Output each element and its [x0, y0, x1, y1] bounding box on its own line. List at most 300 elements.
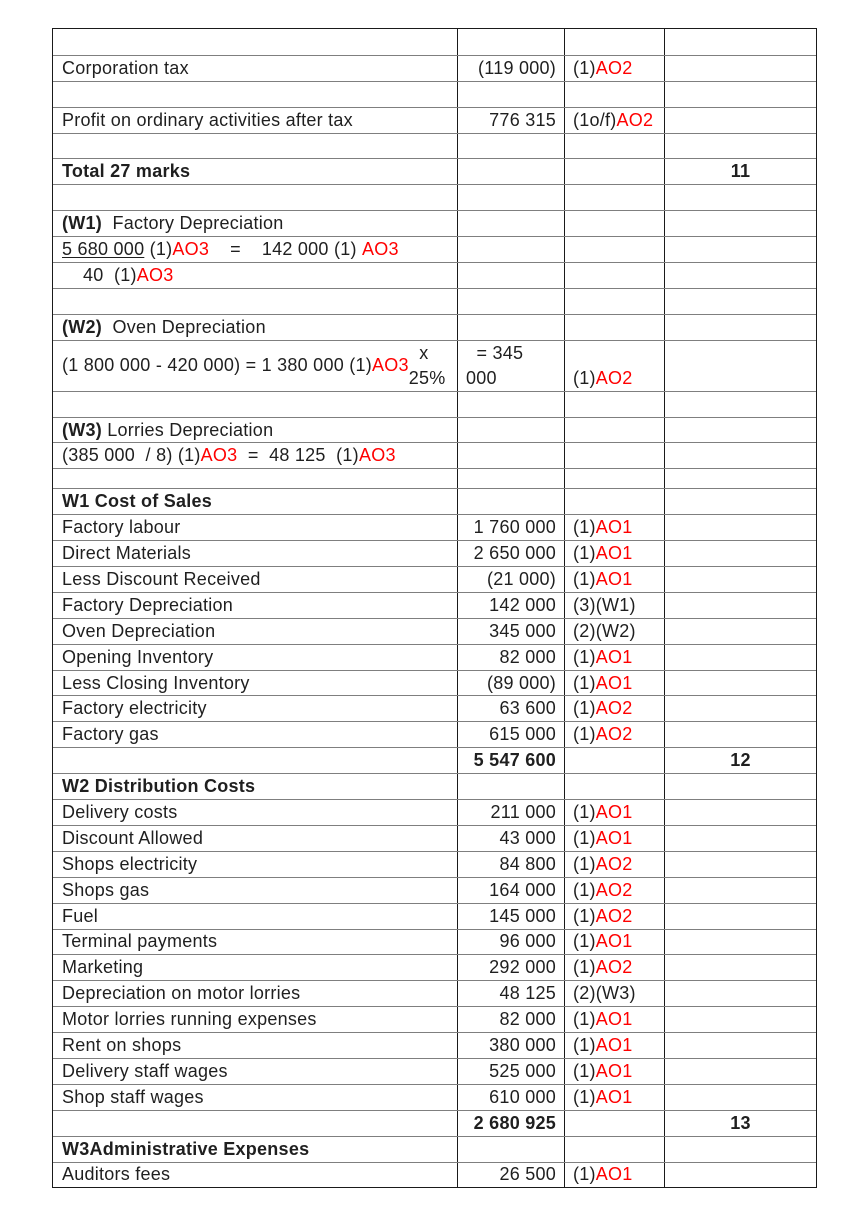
section-marks-cell: [664, 108, 816, 133]
assessment-objective: AO1: [595, 827, 633, 848]
section-marks-cell: [664, 619, 816, 644]
table-row: [53, 417, 816, 443]
label-cell: [53, 289, 457, 314]
mark-cell: [564, 469, 664, 488]
assessment-objective: AO1: [595, 672, 633, 693]
assessment-objective: AO1: [595, 802, 633, 822]
amount-cell: 96 000: [457, 930, 564, 955]
mark-cell: [564, 1085, 664, 1110]
amount-cell: [457, 443, 564, 468]
amount-cell: 84 800: [457, 852, 564, 877]
label-text: Delivery staff wages: [62, 1060, 228, 1081]
label-text: Factory Depreciation: [102, 213, 284, 234]
label-text: W3Administrative Expenses: [62, 1138, 310, 1159]
assessment-objective: AO1: [595, 1164, 633, 1185]
amount-cell: (21 000): [457, 567, 564, 592]
assessment-objective: AO1: [595, 1009, 633, 1030]
mark-ref: (1o/f): [573, 109, 617, 130]
amount-cell: [457, 134, 564, 159]
section-heading-row: [53, 158, 816, 184]
mark-cell: [564, 930, 664, 955]
spacer-row: [53, 133, 816, 159]
assessment-objective: AO2: [595, 853, 633, 874]
label-cell: [53, 800, 457, 825]
label-text: (385 000 / 8) (1): [62, 445, 201, 466]
section-marks-cell: [664, 904, 816, 929]
assessment-objective: AO2: [595, 905, 633, 926]
table-row: [53, 1058, 816, 1084]
mark-cell: [564, 392, 664, 417]
table-row: [53, 954, 816, 980]
assessment-objective: AO3: [358, 445, 396, 466]
mark-cell: [564, 418, 664, 443]
assessment-objective: AO1: [595, 1035, 633, 1056]
mark-cell: [564, 489, 664, 514]
section-marks-cell: [664, 541, 816, 566]
table-row: [53, 540, 816, 566]
section-heading-row: [53, 1136, 816, 1162]
assessment-objective: AO2: [595, 957, 633, 978]
mark-cell: [564, 800, 664, 825]
label-text: Total 27 marks: [62, 161, 191, 182]
mark-cell: [564, 185, 664, 210]
amount-cell: 615 000: [457, 722, 564, 747]
mark-cell: [564, 515, 664, 540]
spacer-row: [53, 81, 816, 107]
section-marks-cell: [664, 955, 816, 980]
label-cell: [53, 567, 457, 592]
section-marks-cell: [664, 289, 816, 314]
label-cell: [53, 185, 457, 210]
amount-cell: (119 000): [457, 56, 564, 81]
section-marks-cell: [664, 515, 816, 540]
label-text: Factory gas: [62, 724, 159, 745]
mark-cell: [564, 315, 664, 340]
label-text: Marketing: [62, 957, 144, 978]
label-text: (1 800 000 - 420 000) = 1 380 000 (1): [62, 355, 372, 376]
mark-cell: [564, 341, 664, 391]
subtotal-row: [53, 1110, 816, 1136]
mark-cell: [564, 56, 664, 81]
mark-scheme-table: [52, 28, 817, 1188]
section-marks-cell: [664, 567, 816, 592]
label-cell: [53, 1137, 457, 1162]
mark-ref: (1): [573, 646, 596, 667]
amount-cell: 2 650 000: [457, 541, 564, 566]
label-cell: [53, 878, 457, 903]
mark-cell: [564, 1007, 664, 1032]
label-cell: [53, 1007, 457, 1032]
mark-ref: (1): [573, 879, 596, 900]
label-text: Delivery costs: [62, 802, 178, 822]
table-row: [53, 107, 816, 133]
assessment-objective: AO3: [172, 239, 210, 260]
section-marks-cell: [664, 826, 816, 851]
mark-ref: (1): [573, 802, 596, 822]
section-marks-cell: [664, 1033, 816, 1058]
mark-cell: [564, 696, 664, 721]
mark-cell: [564, 1111, 664, 1136]
amount-cell: 610 000: [457, 1085, 564, 1110]
amount-cell: [457, 237, 564, 262]
label-cell: [53, 645, 457, 670]
section-marks-cell: [664, 1137, 816, 1162]
table-row: [53, 929, 816, 955]
mark-cell: [564, 748, 664, 773]
mark-cell: [564, 289, 664, 314]
spacer-row: [53, 29, 816, 55]
amount-cell: 82 000: [457, 645, 564, 670]
spacer-row: [53, 184, 816, 210]
mark-ref: (1): [573, 543, 596, 564]
label-cell: [53, 1059, 457, 1084]
mark-ref: (1): [573, 931, 596, 952]
mark-ref: (1): [573, 517, 596, 538]
mark-ref: (1): [573, 1086, 596, 1107]
label-cell: [53, 56, 457, 81]
amount-cell: [457, 289, 564, 314]
mark-cell: [564, 443, 664, 468]
label-text: Lorries Depreciation: [102, 419, 274, 440]
section-marks-cell: [664, 315, 816, 340]
label-text: Less Closing Inventory: [62, 672, 250, 693]
table-row: [53, 877, 816, 903]
label-cell: [53, 489, 457, 514]
section-heading-row: [53, 773, 816, 799]
mark-cell: [564, 82, 664, 107]
mark-ref: (1): [573, 57, 596, 78]
spacer-row: [53, 391, 816, 417]
assessment-objective: AO3: [361, 239, 399, 260]
mark-cell: [564, 159, 664, 184]
table-row: [53, 851, 816, 877]
section-marks-cell: [664, 29, 816, 55]
mark-cell: [564, 1163, 664, 1188]
mark-ref: (1): [573, 1009, 596, 1030]
assessment-objective: AO1: [595, 568, 633, 589]
label-cell: [53, 904, 457, 929]
mark-ref: (1): [573, 853, 596, 874]
table-row: [53, 210, 816, 236]
label-cell: [53, 315, 457, 340]
label-text: Factory Depreciation: [62, 594, 234, 615]
label-text: W2 Distribution Costs: [62, 776, 256, 797]
label-text: Motor lorries running expenses: [62, 1009, 317, 1030]
amount-cell: 48 125: [457, 981, 564, 1006]
label-cell: [53, 930, 457, 955]
section-marks-cell: 13: [664, 1111, 816, 1136]
table-row: [53, 566, 816, 592]
mark-cell: [564, 1059, 664, 1084]
label-text: Terminal payments: [62, 931, 218, 952]
label-text: 5 680 000: [62, 239, 145, 260]
assessment-objective: AO1: [595, 543, 633, 564]
table-row: [53, 592, 816, 618]
table-row: [53, 236, 816, 262]
label-text: Shops gas: [62, 879, 150, 900]
section-marks-cell: [664, 696, 816, 721]
mark-cell: [564, 826, 664, 851]
mark-ref: (3)(W1): [573, 594, 636, 615]
section-marks-cell: [664, 185, 816, 210]
mark-cell: [564, 237, 664, 262]
amount-cell: 525 000: [457, 1059, 564, 1084]
mark-ref: (1): [573, 957, 596, 978]
section-heading-row: [53, 488, 816, 514]
mark-ref: (1): [573, 827, 596, 848]
label-cell: [53, 1085, 457, 1110]
table-row: [53, 618, 816, 644]
amount-cell: 145 000: [457, 904, 564, 929]
mark-ref: (1): [573, 905, 596, 926]
section-marks-cell: [664, 1007, 816, 1032]
amount-cell: [457, 159, 564, 184]
section-marks-cell: [664, 341, 816, 391]
section-marks-cell: [664, 211, 816, 236]
label-text: (1): [144, 239, 173, 260]
table-row: [53, 980, 816, 1006]
section-marks-cell: [664, 593, 816, 618]
label-text: W1 Cost of Sales: [62, 491, 213, 512]
section-marks-cell: [664, 134, 816, 159]
section-marks-cell: [664, 82, 816, 107]
label-cell: [53, 211, 457, 236]
mark-cell: [564, 671, 664, 696]
amount-cell: [457, 315, 564, 340]
amount-cell: [457, 774, 564, 799]
amount-cell: [457, 263, 564, 288]
amount-cell: 63 600: [457, 696, 564, 721]
mark-ref: (1): [573, 1164, 596, 1185]
mark-ref: (1): [573, 724, 596, 745]
label-cell: [53, 619, 457, 644]
table-row: [53, 340, 816, 391]
mark-cell: [564, 567, 664, 592]
amount-cell: 5 547 600: [457, 748, 564, 773]
table-row: [53, 262, 816, 288]
section-marks-cell: [664, 489, 816, 514]
spacer-row: [53, 468, 816, 488]
label-cell: [53, 1033, 457, 1058]
mark-ref: (1): [573, 1060, 596, 1081]
assessment-objective: AO1: [595, 646, 633, 667]
table-row: [53, 903, 816, 929]
label-text: (W3): [62, 419, 102, 440]
mark-ref: (1): [573, 672, 596, 693]
label-cell: [53, 159, 457, 184]
label-text: Rent on shops: [62, 1035, 182, 1056]
label-text: (W2): [62, 316, 102, 337]
mark-cell: [564, 852, 664, 877]
section-marks-cell: [664, 469, 816, 488]
mark-cell: [564, 904, 664, 929]
label-cell: [53, 1111, 457, 1136]
assessment-objective: AO2: [595, 698, 633, 719]
label-text: Less Discount Received: [62, 568, 261, 589]
amount-cell: [457, 211, 564, 236]
label-text: Auditors fees: [62, 1164, 171, 1185]
table-row: [53, 721, 816, 747]
label-cell: [53, 82, 457, 107]
label-cell: [53, 696, 457, 721]
mark-cell: [564, 981, 664, 1006]
section-marks-cell: [664, 722, 816, 747]
table-row: [53, 1006, 816, 1032]
label-cell: [53, 774, 457, 799]
mark-cell: [564, 263, 664, 288]
amount-cell: 26 500: [457, 1163, 564, 1188]
amount-cell: 82 000: [457, 1007, 564, 1032]
section-marks-cell: [664, 774, 816, 799]
mark-cell: [564, 593, 664, 618]
section-marks-cell: [664, 1059, 816, 1084]
table-row: [53, 314, 816, 340]
label-cell: [53, 671, 457, 696]
label-text: Opening Inventory: [62, 646, 214, 667]
assessment-objective: AO1: [595, 1086, 633, 1107]
assessment-objective: AO3: [200, 445, 238, 466]
amount-cell: 380 000: [457, 1033, 564, 1058]
section-marks-cell: [664, 263, 816, 288]
table-row: [53, 1084, 816, 1110]
label-text: Corporation tax: [62, 57, 189, 78]
spacer-row: [53, 288, 816, 314]
label-text: Fuel: [62, 905, 99, 926]
assessment-objective: AO1: [595, 1060, 633, 1081]
label-text: Factory electricity: [62, 698, 207, 719]
label-cell: [53, 1163, 457, 1188]
amount-cell: 292 000: [457, 955, 564, 980]
mark-cell: [564, 1137, 664, 1162]
label-cell: [53, 418, 457, 443]
table-row: [53, 1162, 816, 1188]
section-marks-cell: [664, 800, 816, 825]
section-marks-cell: 12: [664, 748, 816, 773]
table-row: [53, 644, 816, 670]
label-cell: [53, 722, 457, 747]
label-text: 40 (1): [62, 264, 137, 285]
section-marks-cell: [664, 392, 816, 417]
assessment-objective: AO1: [595, 931, 633, 952]
mark-cell: [564, 541, 664, 566]
label-text: Shop staff wages: [62, 1086, 204, 1107]
label-cell: [53, 593, 457, 618]
amount-cell: 164 000: [457, 878, 564, 903]
section-marks-cell: [664, 1085, 816, 1110]
label-text: = 48 125 (1): [237, 445, 359, 466]
mark-cell: [564, 1033, 664, 1058]
amount-cell: 1 760 000: [457, 515, 564, 540]
assessment-objective: AO2: [595, 367, 633, 388]
table-row: [53, 825, 816, 851]
label-cell: [53, 108, 457, 133]
mark-ref: (2)(W2): [573, 620, 636, 641]
section-marks-cell: [664, 671, 816, 696]
label-cell: [53, 237, 457, 262]
amount-cell: [457, 185, 564, 210]
assessment-objective: AO3: [371, 355, 409, 376]
mark-ref: (1): [573, 367, 596, 388]
label-text: Direct Materials: [62, 543, 192, 564]
label-text: x 25%: [408, 342, 446, 388]
label-text: Oven Depreciation: [62, 620, 216, 641]
mark-ref: (1): [573, 568, 596, 589]
label-cell: [53, 134, 457, 159]
label-text: Oven Depreciation: [102, 316, 266, 337]
section-marks-cell: [664, 1163, 816, 1188]
label-text: Profit on ordinary activities after tax: [62, 109, 353, 130]
amount-cell: 43 000: [457, 826, 564, 851]
table-row: [53, 1032, 816, 1058]
label-cell: [53, 392, 457, 417]
mark-cell: [564, 878, 664, 903]
section-marks-cell: [664, 981, 816, 1006]
label-cell: [53, 263, 457, 288]
label-cell: [53, 826, 457, 851]
amount-cell: [457, 469, 564, 488]
table-row: [53, 799, 816, 825]
table-row: [53, 670, 816, 696]
section-marks-cell: 11: [664, 159, 816, 184]
mark-cell: [564, 619, 664, 644]
label-text: Depreciation on motor lorries: [62, 983, 301, 1004]
section-marks-cell: [664, 645, 816, 670]
amount-cell: [457, 489, 564, 514]
label-cell: [53, 29, 457, 55]
label-text: Shops electricity: [62, 853, 198, 874]
section-marks-cell: [664, 930, 816, 955]
mark-cell: [564, 134, 664, 159]
label-cell: [53, 748, 457, 773]
amount-cell: [457, 1137, 564, 1162]
mark-ref: (2)(W3): [573, 983, 636, 1004]
label-text: (W1): [62, 213, 102, 234]
label-text: = 142 000 (1): [209, 239, 362, 260]
mark-cell: [564, 722, 664, 747]
section-marks-cell: [664, 237, 816, 262]
label-cell: [53, 981, 457, 1006]
assessment-objective: AO2: [595, 57, 633, 78]
mark-cell: [564, 645, 664, 670]
amount-cell: 142 000: [457, 593, 564, 618]
amount-cell: = 345 000: [457, 341, 564, 391]
label-cell: [53, 955, 457, 980]
section-marks-cell: [664, 852, 816, 877]
assessment-objective: AO1: [595, 517, 633, 538]
table-row: [53, 55, 816, 81]
table-row: [53, 514, 816, 540]
amount-cell: [457, 418, 564, 443]
label-text: Factory labour: [62, 517, 181, 538]
label-cell: [53, 469, 457, 488]
amount-cell: 2 680 925: [457, 1111, 564, 1136]
assessment-objective: AO2: [616, 109, 654, 130]
section-marks-cell: [664, 878, 816, 903]
table-row: [53, 442, 816, 468]
assessment-objective: AO2: [595, 724, 633, 745]
subtotal-row: [53, 747, 816, 773]
section-marks-cell: [664, 443, 816, 468]
amount-cell: (89 000): [457, 671, 564, 696]
amount-cell: 776 315: [457, 108, 564, 133]
label-cell: [53, 515, 457, 540]
amount-cell: [457, 29, 564, 55]
label-cell: [53, 443, 457, 468]
mark-cell: [564, 955, 664, 980]
mark-cell: [564, 108, 664, 133]
label-text: Discount Allowed: [62, 827, 204, 848]
mark-cell: [564, 774, 664, 799]
